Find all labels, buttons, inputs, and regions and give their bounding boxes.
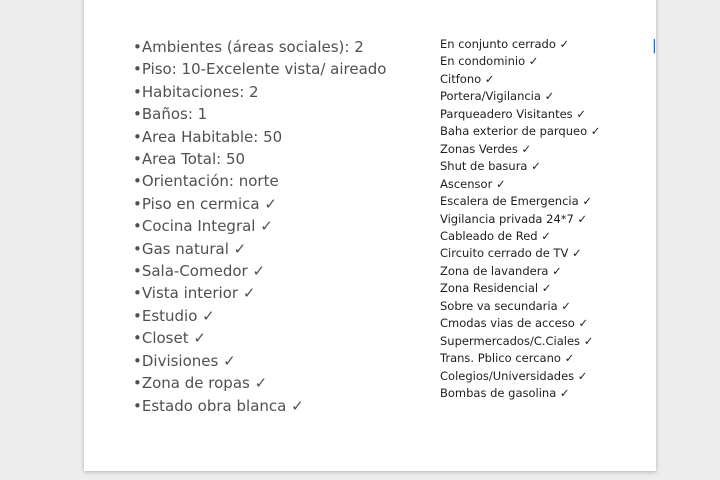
- list-item: •Area Habitable: 50: [133, 127, 283, 146]
- list-item: En condominio ✓: [440, 54, 539, 69]
- list-item: Bombas de gasolina ✓: [440, 386, 570, 401]
- list-item: •Habitaciones: 2: [133, 82, 259, 101]
- list-item: Cmodas vias de acceso ✓: [440, 316, 589, 331]
- list-item: Colegios/Universidades ✓: [440, 368, 588, 383]
- property-features-list: [133, 36, 386, 417]
- list-item: •Piso en cermica ✓: [133, 194, 277, 213]
- list-item: •Sala-Comedor ✓: [133, 262, 266, 281]
- list-item: Baha exterior de parqueo ✓: [440, 124, 601, 139]
- list-item: Circuito cerrado de TV ✓: [440, 246, 582, 261]
- list-item: •Divisiones ✓: [133, 351, 236, 370]
- list-item: Portera/Vigilancia ✓: [440, 89, 555, 104]
- list-item: Sobre va secundaria ✓: [440, 298, 571, 313]
- list-item: •Area Total: 50: [133, 150, 246, 169]
- list-item: •Zona de ropas ✓: [133, 374, 268, 393]
- list-item: Shut de basura ✓: [440, 159, 541, 174]
- list-item: Zona de lavandera ✓: [440, 263, 562, 278]
- list-item: •Gas natural ✓: [133, 239, 247, 258]
- list-item: •Estudio ✓: [133, 306, 215, 325]
- list-item: Cableado de Red ✓: [440, 228, 551, 243]
- list-item: Parqueadero Visitantes ✓: [440, 106, 586, 121]
- list-item: •Closet ✓: [133, 329, 206, 348]
- list-item: •Baños: 1: [133, 105, 208, 124]
- building-amenities-list: [440, 36, 600, 403]
- list-item: •Orientación: norte: [133, 172, 279, 191]
- list-item: Vigilancia privada 24*7 ✓: [440, 211, 588, 226]
- edge-mark: |: [652, 38, 657, 54]
- list-item: Zona Residencial ✓: [440, 281, 552, 296]
- list-item: Zonas Verdes ✓: [440, 141, 532, 156]
- list-item: •Ambientes (áreas sociales): 2: [133, 38, 364, 56]
- list-item: Citfono ✓: [440, 71, 495, 86]
- list-item: Escalera de Emergencia ✓: [440, 194, 592, 209]
- list-item: •Piso: 10-Excelente vista/ aireado: [133, 60, 387, 79]
- list-item: •Estado obra blanca ✓: [133, 396, 304, 415]
- list-item: Supermercados/C.Ciales ✓: [440, 333, 594, 348]
- list-item: •Vista interior ✓: [133, 284, 256, 303]
- list-item: •Cocina Integral ✓: [133, 217, 273, 236]
- list-item: Trans. Pblico cercano ✓: [440, 351, 575, 366]
- list-item: En conjunto cerrado ✓: [440, 37, 570, 51]
- list-item: Ascensor ✓: [440, 176, 506, 191]
